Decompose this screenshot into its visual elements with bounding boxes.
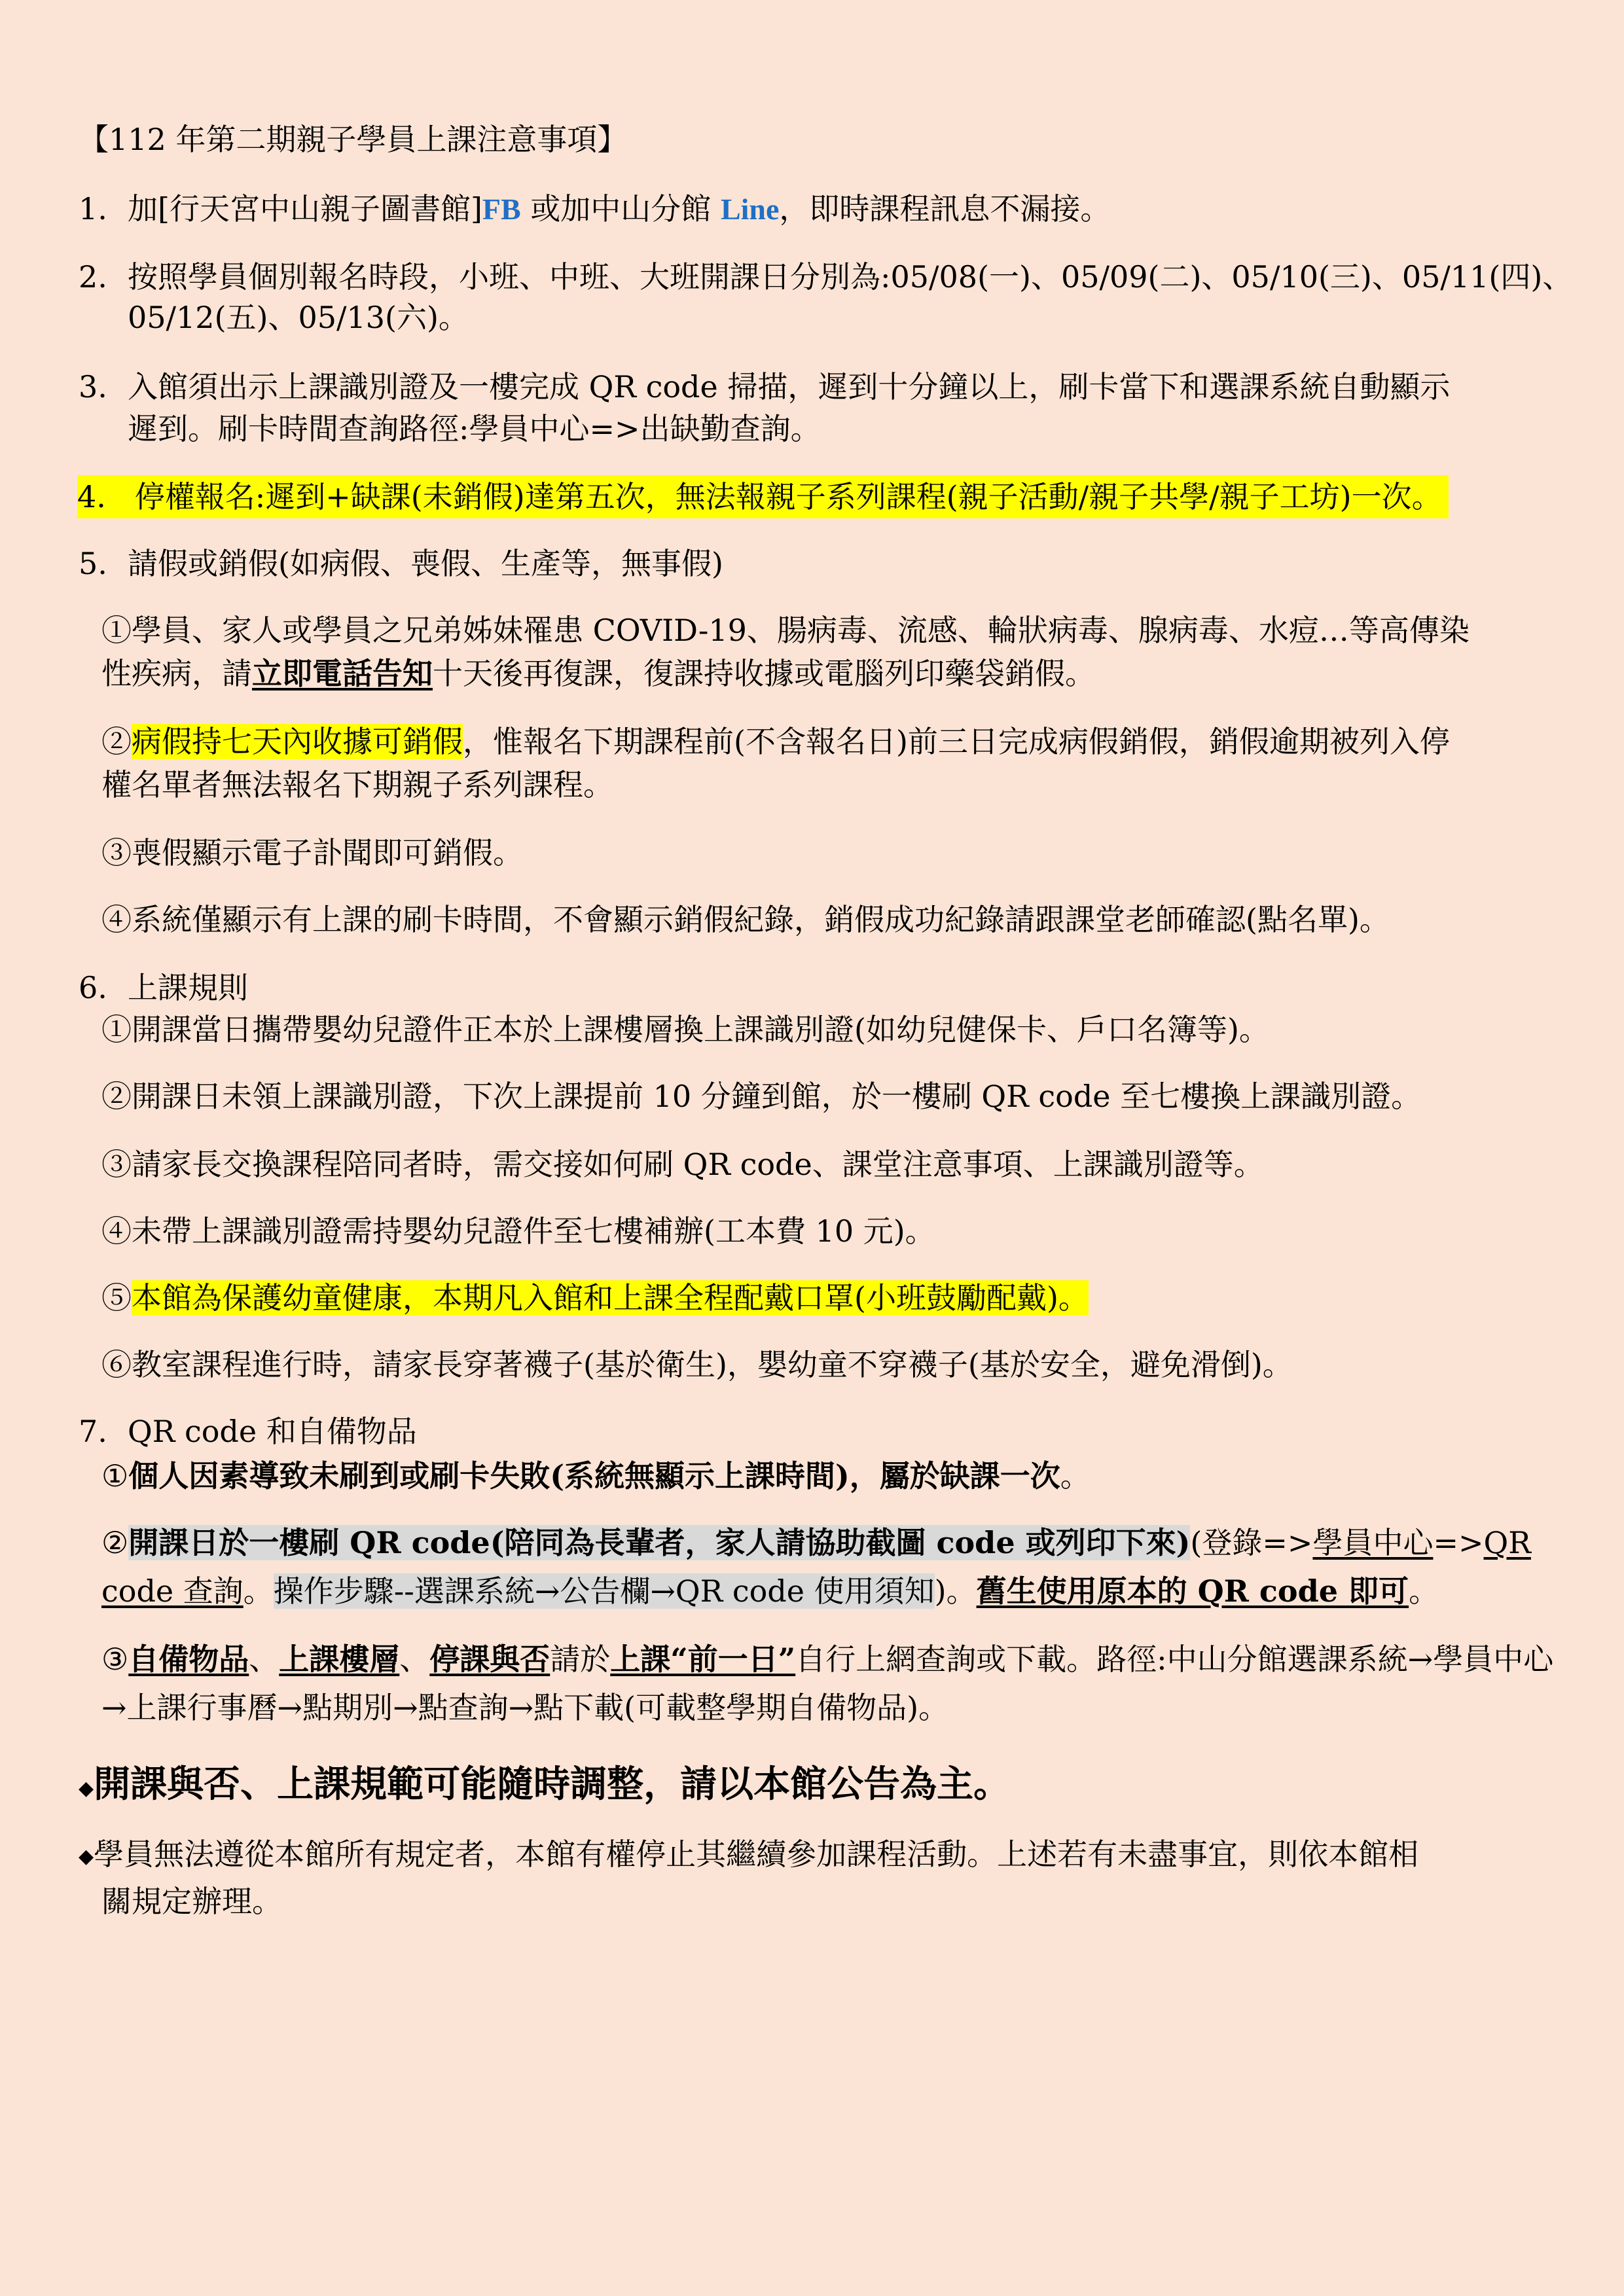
item-5-sub-4: ④系統僅顯示有上課的刷卡時間，不會顯示銷假紀錄，銷假成功紀錄請跟課堂老師確認(點名單)。 [101,902,1390,937]
item-5-sub-1-line-1: ①學員、家人或學員之兄弟姊妹罹患 COVID-19、腸病毒、流感、輪狀病毒、腺病毒、水痘…等高傳染 [101,613,1470,648]
item-6-sub-4: ④未帶上課識別證需持嬰幼兒證件至七樓補辦(工本費 10 元)。 [101,1213,935,1249]
class-floor-emphasis: 上課樓層 [279,1641,400,1677]
item-1-part: 或加中山分館 [520,191,721,226]
day-before-emphasis: 上課“前一日” [610,1641,796,1677]
item-5-number: 5. [79,546,107,581]
item-6-sub-6: ⑥教室課程進行時，請家長穿著襪子(基於衛生)，嬰幼童不穿襪子(基於安全，避免滑倒)。 [101,1347,1293,1382]
text-part: 。 [1409,1573,1439,1609]
item-6-sub-2: ②開課日未領上課識別證，下次上課提前 10 分鐘到館，於一樓刷 QR code 至七樓換上課識別證。 [101,1079,1422,1114]
item-1-part: ，即時課程訊息不漏接。 [779,191,1111,226]
item-6-sub-5 [101,1276,1089,1319]
item-2-line-1: 按照學員個別報名時段，小班、中班、大班開課日分別為:05/08(一)、05/09(二)、05/10(三)、05/11(四)、 [128,259,1573,295]
text-part: 性疾病，請 [101,656,252,691]
item-6-number: 6. [79,970,107,1005]
text-part: 自行上網查詢或下載。路徑:中山分館選課系統→學員中心 [795,1641,1554,1677]
item-6-heading: 上課規則 [128,970,248,1005]
text-part: 請於 [550,1641,611,1677]
text-part: ，惟報名下期課程前(不含報名日)前三日完成病假銷假，銷假逾期被列入停 [463,724,1450,759]
item-6-sub-3: ③請家長交換課程陪同者時，需交接如何刷 QR code、課堂注意事項、上課識別證等。 [101,1147,1264,1182]
note-2-line-2: 關規定辦理。 [101,1884,282,1919]
absence-rule-bold: 個人因素導致未刷到或刷卡失敗(系統無顯示上課時間)，屬於缺課一次 [128,1458,1060,1494]
text-part: (登錄=> [1190,1525,1313,1560]
item-6-sub-1: ①開課當日攜帶嬰幼兒證件正本於上課樓層換上課識別證(如幼兒健保卡、戶口名簿等)。 [101,1012,1269,1047]
old-student-note: 舊生使用原本的 QR code 即可 [976,1573,1409,1609]
item-7-heading: QR code 和自備物品 [128,1414,417,1449]
item-5-sub-3: ③喪假顯示電子訃聞即可銷假。 [101,835,523,870]
mask-highlight: 本館為保護幼童健康，本期凡入館和上課全程配戴口罩(小班鼓勵配戴)。 [132,1280,1089,1316]
sick-leave-highlight: 病假持七天內收據可銷假 [132,724,463,759]
circled-number: ① [101,1458,129,1494]
item-4-highlight [77,475,1449,518]
item-5-sub-2-line-1 [101,720,1450,763]
text-part: 、 [399,1641,430,1677]
note-1-text: 開課與否、上課規範可能隨時調整，請以本館公告為主。 [94,1763,1011,1806]
text-part: 。 [243,1573,274,1609]
qr-code-highlight: 開課日於一樓刷 QR code(陪同為長輩者，家人請協助截圖 code 或列印下來) [128,1525,1191,1560]
item-7-sub-3-line-1 [101,1638,1553,1681]
line-label: Line [720,192,780,226]
own-items-emphasis: 自備物品 [128,1641,249,1677]
item-5-sub-2-line-2: 權名單者無法報名下期親子系列課程。 [101,767,613,802]
note-2-line-1 [79,1833,1418,1878]
text-part: )。 [934,1573,977,1609]
item-2-line-2: 05/12(五)、05/13(六)。 [128,300,469,335]
text-part: 、 [249,1641,280,1677]
item-2-number: 2. [79,259,107,295]
steps-highlight: 操作步驟--選課系統→公告欄→QR code 使用須知 [273,1573,935,1609]
circled-number: ③ [101,1641,129,1677]
call-immediately-emphasis: 立即電話告知 [252,656,433,691]
qr-link-part: QR [1483,1525,1531,1560]
note-1 [79,1758,1010,1815]
fb-label: FB [482,192,521,226]
page-title: 【112 年第二期親子學員上課注意事項】 [79,122,628,157]
item-5-heading: 請假或銷假(如病假、喪假、生產等，無事假) [128,546,723,581]
item-3-line-2: 遲到。刷卡時間查詢路徑:學員中心=>出缺勤查詢。 [128,411,821,446]
item-7-sub-2-line-2 [101,1570,1439,1613]
item-7-sub-2-line-1 [101,1521,1531,1564]
item-7-sub-3-line-2: →上課行事曆→點期別→點查詢→點下載(可載整學期自備物品)。 [101,1690,949,1725]
text-part: 十天後再復課，復課持收據或電腦列印藥袋銷假。 [433,656,1095,691]
circled-number: ② [101,1525,129,1560]
note-2-text: 學員無法遵從本館所有規定者，本館有權停止其繼續參加課程活動。上述若有未盡事宜，則依本館相 [94,1837,1419,1872]
circled-number: ② [101,724,132,759]
item-4-number: 4. [77,479,106,514]
text-part: 。 [1060,1458,1091,1494]
item-7-number: 7. [79,1414,107,1449]
item-1-text [128,187,1110,231]
item-1-part: 加[行天宮中山親子圖書館] [128,191,482,226]
item-1-number: 1. [79,191,107,226]
student-center-link: 學員中心 [1312,1525,1434,1560]
qr-query-link: code 查詢 [101,1573,244,1609]
item-5-sub-1-line-2 [101,652,1095,695]
diamond-bullet-icon: ◆ [79,1777,94,1800]
diamond-bullet-icon: ◆ [79,1845,94,1868]
item-3-line-1: 入館須出示上課識別證及一樓完成 QR code 掃描，遲到十分鐘以上，刷卡當下和選課系統自動顯示 [128,369,1451,404]
item-3-number: 3. [79,369,107,404]
class-cancel-emphasis: 停課與否 [429,1641,550,1677]
item-4-text: 停權報名:遲到+缺課(未銷假)達第五次，無法報親子系列課程(親子活動/親子共學/親子工坊)一次。 [134,479,1442,514]
item-7-sub-1 [101,1454,1091,1498]
circled-number: ⑤ [101,1280,132,1316]
text-part: => [1433,1525,1484,1560]
